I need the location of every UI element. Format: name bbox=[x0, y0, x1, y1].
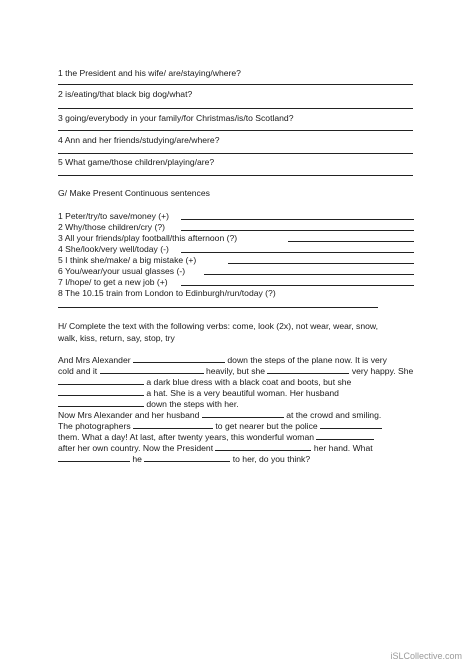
gap-3[interactable] bbox=[267, 366, 349, 374]
text-fragment: a dark blue dress with a black coat and boots, but she bbox=[146, 377, 352, 387]
sentence-item-6: 6 You/wear/your usual glasses (-) bbox=[58, 266, 186, 276]
answer-line-4[interactable] bbox=[58, 153, 413, 154]
sentence-item-3: 3 All your friends/play football/this afternoon (?) bbox=[58, 233, 238, 243]
sentence-item-1: 1 Peter/try/to save/money (+) bbox=[58, 211, 170, 221]
text-line-9 bbox=[58, 443, 373, 453]
site-watermark: iSLCollective.com bbox=[390, 651, 462, 661]
question-4: 4 Ann and her friends/studying/are/where? bbox=[58, 135, 220, 145]
sentence-answer-line-4[interactable] bbox=[181, 252, 414, 253]
text-line-1 bbox=[58, 355, 387, 365]
section-h-heading-line-1: H/ Complete the text with the following verbs: come, look (2x), not wear, wear, snow, bbox=[58, 321, 379, 331]
gap-7[interactable] bbox=[202, 410, 284, 418]
sentence-answer-line-5[interactable] bbox=[228, 263, 414, 264]
text-line-5 bbox=[58, 399, 239, 409]
text-line-2 bbox=[58, 366, 413, 376]
text-line-6 bbox=[58, 410, 381, 420]
sentence-item-4: 4 She/look/very well/today (-) bbox=[58, 244, 169, 254]
sentence-answer-line-3[interactable] bbox=[288, 241, 414, 242]
gap-8[interactable] bbox=[133, 421, 213, 429]
question-2: 2 is/eating/that black big dog/what? bbox=[58, 89, 193, 99]
sentence-item-2: 2 Why/those children/cry (?) bbox=[58, 222, 165, 232]
sentence-answer-line-6[interactable] bbox=[204, 274, 414, 275]
text-fragment: cold and it bbox=[58, 366, 98, 376]
question-1: 1 the President and his wife/ are/staying/where? bbox=[58, 68, 241, 78]
text-fragment: And Mrs Alexander bbox=[58, 355, 131, 365]
sentence-answer-line-8[interactable] bbox=[58, 307, 378, 308]
text-line-10 bbox=[58, 454, 310, 464]
section-h-heading-line-2: walk, kiss, return, say, stop, try bbox=[58, 333, 175, 343]
sentence-answer-line-2[interactable] bbox=[181, 230, 414, 231]
section-g-heading: G/ Make Present Continuous sentences bbox=[58, 188, 210, 198]
text-fragment: Now Mrs Alexander and her husband bbox=[58, 410, 200, 420]
gap-4[interactable] bbox=[58, 377, 144, 385]
text-line-8 bbox=[58, 432, 374, 442]
answer-line-5[interactable] bbox=[58, 175, 413, 176]
gap-11[interactable] bbox=[215, 443, 311, 451]
question-3: 3 going/everybody in your family/for Christmas/is/to Scotland? bbox=[58, 113, 294, 123]
text-line-3 bbox=[58, 377, 351, 387]
question-5: 5 What game/those children/playing/are? bbox=[58, 157, 215, 167]
text-fragment: them. What a day! At last, after twenty years, this wonderful woman bbox=[58, 432, 315, 442]
text-fragment: a hat. She is a very beautiful woman. Her husband bbox=[146, 388, 339, 398]
text-fragment: to her, do you think? bbox=[232, 454, 311, 464]
sentence-answer-line-7[interactable] bbox=[181, 285, 414, 286]
gap-5[interactable] bbox=[58, 388, 144, 396]
sentence-answer-line-1[interactable] bbox=[181, 219, 414, 220]
text-fragment: down the steps with her. bbox=[146, 399, 239, 409]
text-fragment: her hand. What bbox=[313, 443, 373, 453]
gap-13[interactable] bbox=[144, 454, 230, 462]
answer-line-3[interactable] bbox=[58, 130, 413, 131]
gap-2[interactable] bbox=[100, 366, 204, 374]
text-line-7 bbox=[58, 421, 382, 431]
sentence-item-7: 7 I/hope/ to get a new job (+) bbox=[58, 277, 168, 287]
text-fragment: down the steps of the plane now. It is very bbox=[227, 355, 387, 365]
gap-9[interactable] bbox=[320, 421, 382, 429]
text-fragment: he bbox=[132, 454, 142, 464]
gap-10[interactable] bbox=[316, 432, 374, 440]
answer-line-2[interactable] bbox=[58, 108, 413, 109]
gap-12[interactable] bbox=[58, 454, 130, 462]
text-fragment: at the crowd and smiling. bbox=[286, 410, 382, 420]
text-line-4 bbox=[58, 388, 339, 398]
gap-6[interactable] bbox=[58, 399, 144, 407]
text-fragment: heavily, but she bbox=[205, 366, 266, 376]
text-fragment: very happy. She bbox=[351, 366, 414, 376]
answer-line-1[interactable] bbox=[58, 84, 413, 85]
text-fragment: to get nearer but the police bbox=[215, 421, 318, 431]
sentence-item-8: 8 The 10.15 train from London to Edinburgh/run/today (?) bbox=[58, 288, 276, 298]
text-fragment: The photographers bbox=[58, 421, 131, 431]
sentence-item-5: 5 I think she/make/ a big mistake (+) bbox=[58, 255, 197, 265]
gap-1[interactable] bbox=[133, 355, 225, 363]
text-fragment: after her own country. Now the President bbox=[58, 443, 214, 453]
